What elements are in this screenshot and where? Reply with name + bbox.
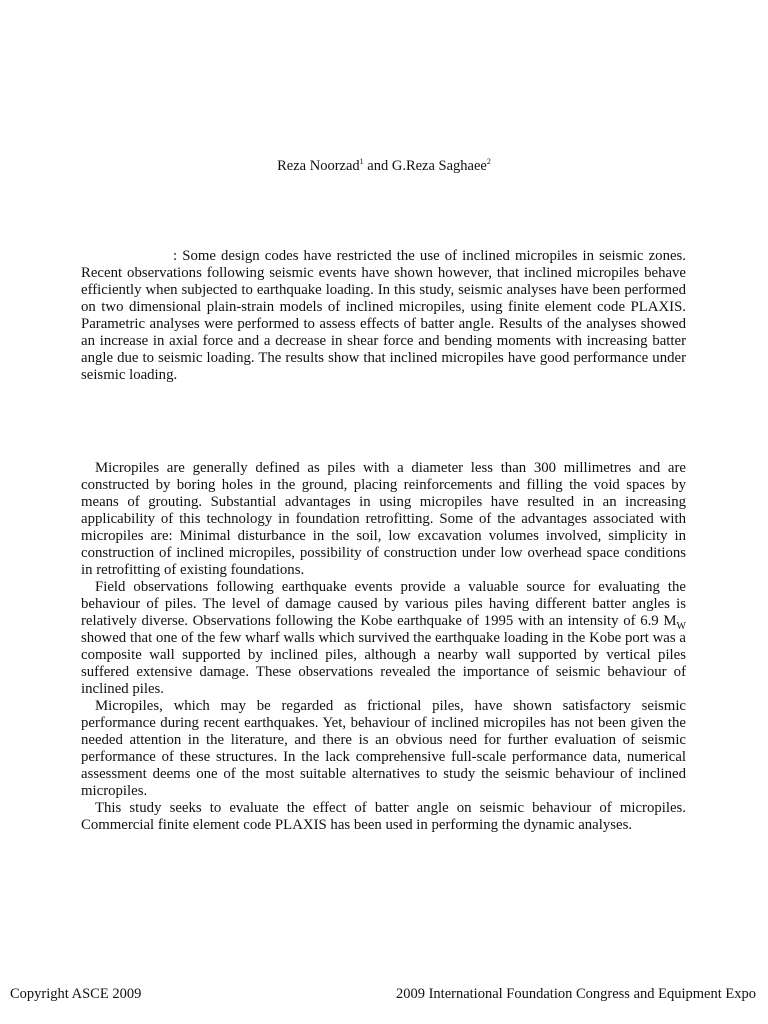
intro-paragraph-2-part-b: showed that one of the few wharf walls which survived the earthquake loading in the Kobe port was a composite wall supported by inclined piles, although a nearby wall supported by vertical piles suffered extensive damage. These observations revealed the importance of seismic behaviour of inclined piles. bbox=[81, 630, 686, 697]
abstract-block bbox=[81, 248, 686, 384]
author-connector: and bbox=[367, 158, 389, 174]
footer-copyright: Copyright ASCE 2009 bbox=[10, 986, 142, 1002]
footer-conference: 2009 International Foundation Congress and Equipment Expo bbox=[395, 986, 756, 1002]
intro-paragraph-3: Micropiles, which may be regarded as frictional piles, have shown satisfactory seismic performance during recent earthquakes. Yet, behaviour of inclined micropiles has not been given the needed attention in the literature, and there is an obvious need for further evaluation of seismic performance of these structures. In the lack comprehensive full-scale performance data, numerical assessment deems one of the most suitable alternatives to study the seismic behaviour of inclined micropiles. bbox=[81, 698, 686, 799]
author-1-affiliation-mark: 1 bbox=[359, 157, 364, 167]
author-1-name: Reza Noorzad bbox=[277, 158, 360, 174]
intro-paragraph-4: This study seeks to evaluate the effect of batter angle on seismic behaviour of micropiles. Commercial finite element code PLAXIS has been used in performing the dynamic analyses. bbox=[81, 800, 686, 833]
page-footer bbox=[10, 986, 756, 1003]
intro-paragraph-2-part-a: Field observations following earthquake events provide a valuable source for evaluating the behaviour of piles. The level of damage caused by various piles having different batter angles is relatively diverse. Observations following the Kobe earthquake of 1995 with an intensity of 6.9 M bbox=[81, 579, 686, 629]
author-2-name: G.Reza Saghaee bbox=[391, 158, 487, 174]
introduction-section bbox=[81, 460, 686, 834]
author-line bbox=[0, 158, 768, 175]
magnitude-subscript: W bbox=[676, 620, 686, 632]
intro-paragraph-1: Micropiles are generally defined as piles with a diameter less than 300 millimetres and are constructed by boring holes in the ground, placing reinforcements and filling the void spaces by means of grouting. Substantial advantages in using micropiles have resulted in an increasing applicability of this technology in foundation retrofitting. Some of the advantages associated with micropiles are: Minimal disturbance in the soil, low excavation volumes involved, simplicity in construction of inclined micropiles, possibility of construction under low overhead space conditions in retrofitting of existing foundations. bbox=[81, 460, 686, 578]
abstract-text: : Some design codes have restricted the use of inclined micropiles in seismic zones. Recent observations following seismic events have shown however, that inclined micropiles behave efficiently when subjected to earthquake loading. In this study, seismic analyses have been performed on two dimensional plain-strain models of inclined micropiles, using finite element code PLAXIS. Parametric analyses were performed to assess effects of batter angle. Results of the analyses showed an increase in axial force and a decrease in shear force and bending moments with increasing batter angle due to seismic loading. The results show that inclined micropiles have good performance under seismic loading. bbox=[81, 248, 686, 383]
author-2-affiliation-mark: 2 bbox=[486, 157, 491, 167]
intro-paragraph-2 bbox=[81, 579, 686, 698]
